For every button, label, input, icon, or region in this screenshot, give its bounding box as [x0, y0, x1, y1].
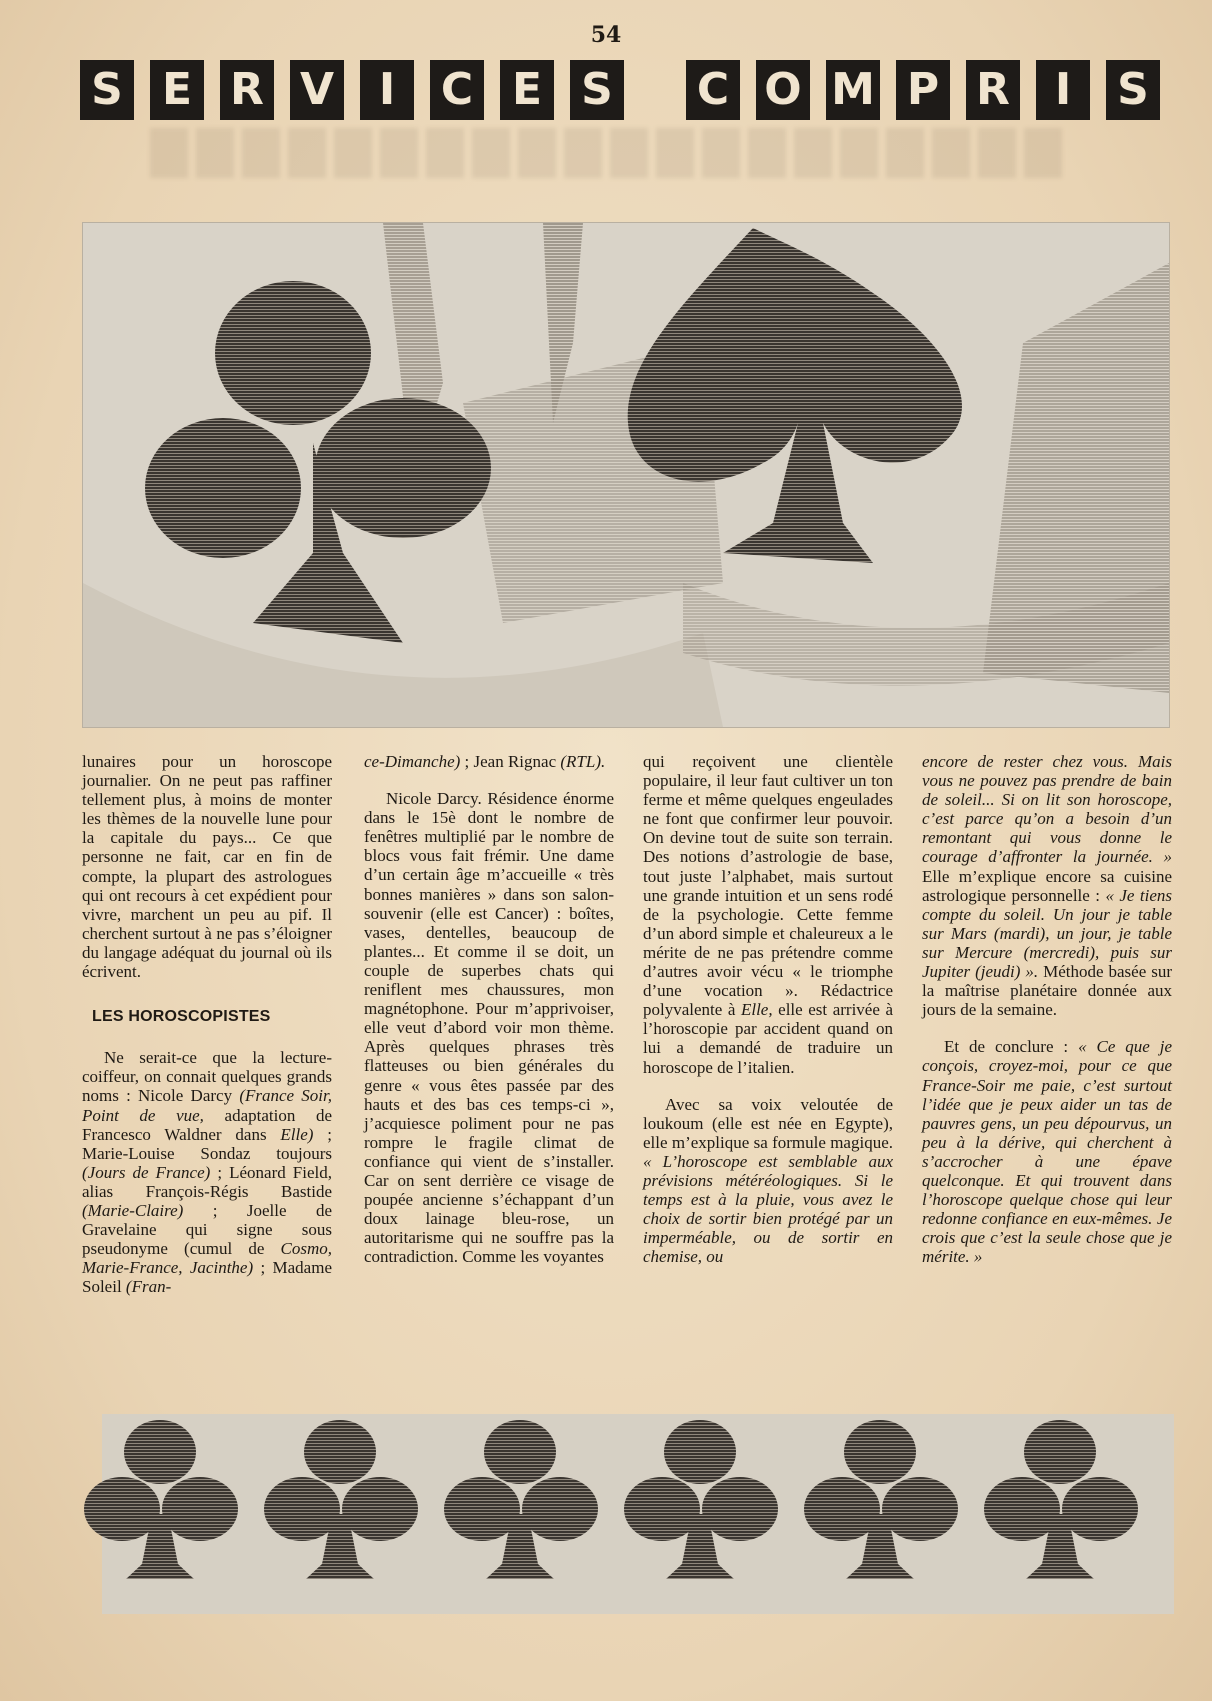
card-suits-illustration [83, 223, 1169, 727]
title-letter: R [220, 60, 274, 120]
clubs-strip-illustration [82, 1414, 1174, 1614]
paragraph: Ne serait-ce que la lecture-coiffeur, on connait quelques grands noms : Nicole Darcy (France Soir, Point de vue, adaptation de Francesco Waldner dans Elle) ; Marie-Louise Sondaz toujours (Jours de France) ; Léonard Field, alias François-Régis Bastide (Marie-Claire) ; Joelle de Gravelaine qui signe sous pseudonyme (cumul de Cosmo, Marie-France, Jacinthe) ; Madame Soleil (Fran- [82, 1048, 332, 1297]
paragraph: Et de conclure : « Ce que je conçois, croyez-moi, pour ce que France-Soir me paie, c’est surtout l’idée que je peux aider un tas de pauvres gens, un peu dépourvus, un peu à la dérive, qui cherchent à s’accrocher à une épave quelconque. Et qui trouvent dans l’horoscope quelque chose qui leur redonne confiance en eux-mêmes. Je crois que c’est la seule chose que je mérite. » [922, 1037, 1172, 1267]
page-number: 54 [590, 22, 622, 48]
article-column-2 [364, 752, 614, 1266]
paragraph: lunaires pour un horoscope journalier. On ne peut pas raffiner tellement plus, à moins de monter les thèmes de la nouvelle lune pour la capitale du pays... Ce que personne ne fait, car en fin de compte, la plupart des astrologues qui ont recours à cet expédient pour vivre, marchent un peu au pif. Il cherchent surtout à ne pas s’éloigner du langage adéquat du journal où ils écrivent. [82, 752, 332, 982]
title-letter: P [896, 60, 950, 120]
article-column-1 [82, 752, 332, 1296]
section-title [80, 60, 1168, 120]
title-letter: E [150, 60, 204, 120]
paragraph: Nicole Darcy. Résidence énorme dans le 15è dont le nombre de fenêtres multiplié par le nombre de blocs vous fait frémir. Une dame d’un certain âge m’accueille « très bonnes manières » dans son salon-souvenir (elle est Cancer) : boîtes, vases, dentelles, beaucoup de plantes... Et comme il se doit, un couple de superbes chats qui reniflent mes chaussures, mon magnétophone. Pour m’apprivoiser, elle veut d’abord voir mon thème. Après quelques phrases très flatteuses ou bien générales du genre « vous êtes passée par des hauts et des bas ces temps-ci », j’acquiesce poliment pour ne pas rompre le fragile climat de confiance qui vient de s’installer. Car on sent derrière ce visage de poupée ancienne s’échappant d’un doux lainage bleu-rose, un autoritarisme qui ne souffre pas la contradiction. Comme les voyantes [364, 789, 614, 1267]
title-letter: V [290, 60, 344, 120]
article-column-4 [922, 752, 1172, 1266]
title-letter: S [570, 60, 624, 120]
paragraph: encore de rester chez vous. Mais vous ne pouvez pas prendre de bain de soleil... Si on lit son horoscope, c’est parce qu’on a besoin d’un remontant qui vous donne le courage d’affronter la journée. » Elle m’explique encore sa cuisine astrologique personnelle : « Je tiens compte du soleil. Un jour je table sur Mars (mardi), un jour, je table sur Mercure (mercredi), puis sur Jupiter (jeudi) ». Méthode basée sur la maîtrise planétaire donnée aux jours de la semaine. [922, 752, 1173, 1020]
title-letter: C [430, 60, 484, 120]
paragraph: ce-Dimanche) ; Jean Rignac (RTL). [364, 752, 606, 771]
clubs-strip-graphic [82, 1414, 1174, 1614]
title-letter: S [1106, 60, 1160, 120]
hero-illustration [82, 222, 1170, 728]
article-column-3 [643, 752, 893, 1266]
title-letter: I [1036, 60, 1090, 120]
paragraph: qui reçoivent une clientèle populaire, il leur faut cultiver un ton ferme et même quelques engeulades ne font que confirmer leur pouvoir. On devine tout de suite son terrain. Des notions d’astrologie de base, tout juste l’alphabet, mais surtout une grande intuition et un sens rodé de la psychologie. Cette femme d’un abord simple et chaleureux a le mérite de ne pas prétendre comme d’autres avoir vécu « le triomphe d’une vocation ». Rédactrice polyvalente à Elle, elle est arrivée à l’horoscopie par accident quand on lui a demandé de traduire un horoscope de l’italien. [643, 752, 893, 1077]
title-letter: I [360, 60, 414, 120]
title-letter: M [826, 60, 880, 120]
title-letter: C [686, 60, 740, 120]
show-through-ghost-text [150, 128, 1070, 178]
paragraph: Avec sa voix veloutée de loukoum (elle est née en Egypte), elle m’explique sa formule magique. « L’horoscope est semblable aux prévisions météréologiques. Si le temps est à la pluie, vous avez le choix de sortir bien protégé par un imperméable, ou de sortir en chemise, ou [643, 1094, 893, 1267]
title-letter: R [966, 60, 1020, 120]
title-letter: E [500, 60, 554, 120]
section-heading: LES HOROSCOPISTES [92, 1008, 271, 1026]
title-letter: S [80, 60, 134, 120]
title-letter: O [756, 60, 810, 120]
